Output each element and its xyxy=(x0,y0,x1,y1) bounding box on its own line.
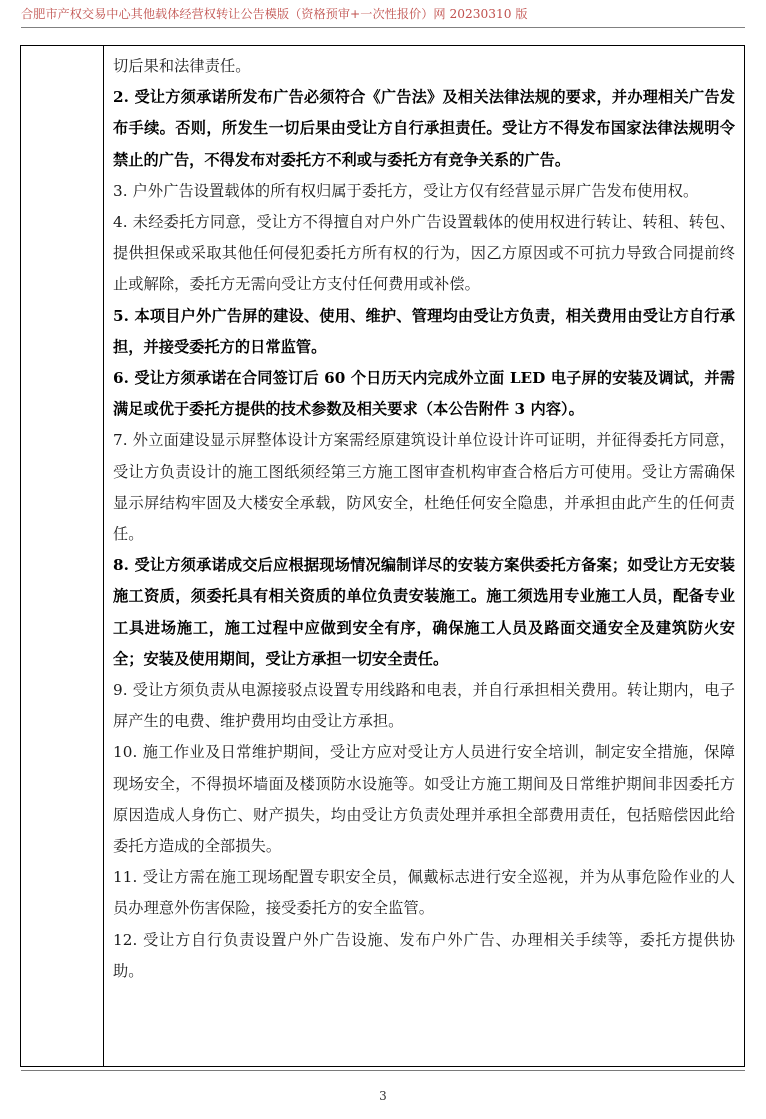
paragraph-item-12: 12. 受让方自行负责设置户外广告设施、发布户外广告、办理相关手续等，委托方提供协助。 xyxy=(113,930,735,980)
paragraph-item-7: 7. 外立面建设显示屏整体设计方案需经原建筑设计单位设计许可证明，并征得委托方同意，受让方负责设计的施工图纸须经第三方施工图审查机构审查合格后方可使用。受让方需确保显示屏结构牢固及大楼安全承载，防风安全，杜绝任何安全隐患，并承担由此产生的任何责任。 xyxy=(113,431,735,544)
paragraph-continuation: 切后果和法律责任。 xyxy=(113,57,251,75)
table-left-column xyxy=(21,46,104,1066)
paragraph-item-3: 3. 户外广告设置载体的所有权归属于委托方，受让方仅有经营显示屏广告发布使用权。 xyxy=(113,181,699,200)
footer-divider xyxy=(21,1070,745,1071)
paragraph-item-5: 5. 本项目户外广告屏的建设、使用、维护、管理均由受让方负责，相关费用由受让方自行承担，并接受委托方的日常监管。 xyxy=(113,306,735,356)
content-table xyxy=(20,45,745,1067)
paragraph-item-6: 6. 受让方须承诺在合同签订后 60 个日历天内完成外立面 LED 电子屏的安装及调试，并需满足或优于委托方提供的技术参数及相关要求（本公告附件 3 内容）。 xyxy=(113,369,735,419)
header-title: 合肥市产权交易中心其他载体经营权转让公告模版（资格预审+一次性报价）网 20230310 版 xyxy=(21,7,528,21)
paragraph-item-8: 8. 受让方须承诺成交后应根据现场情况编制详尽的安装方案供委托方备案；如受让方无安装施工资质，须委托具有相关资质的单位负责安装施工。施工须选用专业施工人员，配备专业工具进场施工，施工过程中应做到安全有序，确保施工人员及路面交通安全及建筑防火安全；安装及使用期间，受让方承担一切安全责任。 xyxy=(113,556,735,668)
paragraph-item-2: 2. 受让方须承诺所发布广告必须符合《广告法》及相关法律法规的要求，并办理相关广告发布手续。否则，所发生一切后果由受让方自行承担责任。受让方不得发布国家法律法规明令禁止的广告，不得发布对委托方不利或与委托方有竞争关系的广告。 xyxy=(113,88,735,169)
paragraph-item-4: 4. 未经委托方同意，受让方不得擅自对户外广告设置载体的使用权进行转让、转租、转包、提供担保或采取其他任何侵犯委托方所有权的行为，因乙方原因或不可抗力导致合同提前终止或解除，委托方无需向受让方支付任何费用或补偿。 xyxy=(113,213,735,294)
table-right-column xyxy=(104,46,744,1066)
page-number: 3 xyxy=(379,1089,387,1103)
paragraph-item-9: 9. 受让方须负责从电源接驳点设置专用线路和电表，并自行承担相关费用。转让期内，电子屏产生的电费、维护费用均由受让方承担。 xyxy=(113,681,735,731)
paragraph-item-11: 11. 受让方需在施工现场配置专职安全员，佩戴标志进行安全巡视，并为从事危险作业的人员办理意外伤害保险，接受委托方的安全监管。 xyxy=(113,868,735,918)
paragraph-item-10: 10. 施工作业及日常维护期间，受让方应对受让方人员进行安全培训，制定安全措施，保障现场安全，不得损坏墙面及楼顶防水设施等。如受让方施工期间及日常维护期间非因委托方原因造成人身伤亡、财产损失，均由受让方负责处理并承担全部费用责任，包括赔偿因此给委托方造成的全部损失。 xyxy=(113,743,735,856)
header-divider xyxy=(21,27,745,28)
